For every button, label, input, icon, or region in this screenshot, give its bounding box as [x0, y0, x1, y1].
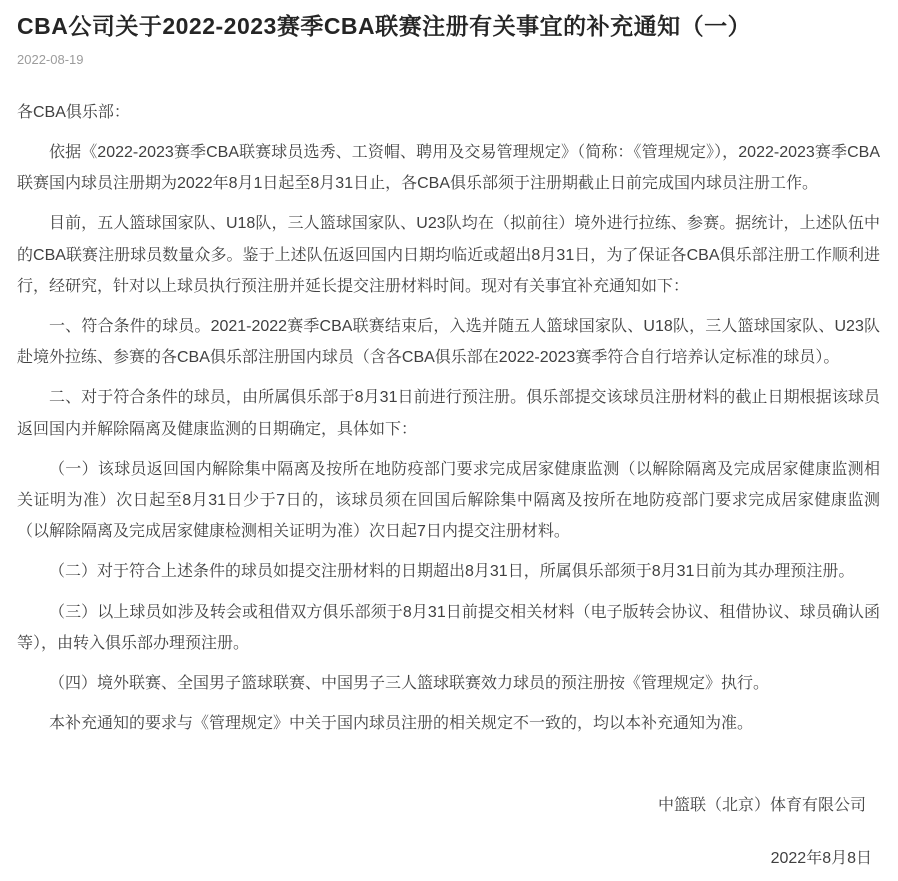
signature-date: 2022年8月8日	[770, 849, 872, 867]
notice-paragraph-item-2: 二、对于符合条件的球员，由所属俱乐部于8月31日前进行预注册。俱乐部提交该球员注册材料的截止日期根据该球员返回国内并解除隔离及健康监测的日期确定，具体如下：	[17, 389, 880, 438]
signature-company: 中篮联（北京）体育有限公司	[657, 797, 866, 815]
notice-paragraph-item-1: 一、符合条件的球员。2021-2022赛季CBA联赛结束后，入选并随五人篮球国家队、U18队，三人篮球国家队、U23队赴境外拉练、参赛的各CBA俱乐部注册国内球员（含各CBA俱乐部在2022-2023赛季符合自行培养认定标准的球员）。	[17, 318, 880, 367]
page-title: CBA公司关于2022-2023赛季CBA联赛注册有关事宜的补充通知（一）	[17, 13, 752, 39]
notice-paragraph-intro-regulation: 依据《2022-2023赛季CBA联赛球员选秀、工资帽、聘用及交易管理规定》（简称：《管理规定》），2022-2023赛季CBA联赛国内球员注册期为2022年8月1日起至8月31日止，各CBA俱乐部须于注册期截止日前完成国内球员注册工作。	[17, 144, 880, 193]
publish-date: 2022-08-19	[17, 51, 84, 67]
notice-paragraph-item-2-sub-1: （一）该球员返回国内解除集中隔离及按所在地防疫部门要求完成居家健康监测（以解除隔离及完成居家健康监测相关证明为准）次日起至8月31日少于7日的，该球员须在回国后解除集中隔离及按所在地防疫部门要求完成居家健康监测（以解除隔离及完成居家健康检测相关证明为准）次日起7日内提交注册材料。	[17, 460, 880, 541]
notice-paragraph-item-2-sub-4: （四）境外联赛、全国男子篮球联赛、中国男子三人篮球联赛效力球员的预注册按《管理规定》执行。	[49, 674, 770, 692]
notice-paragraph-background: 目前，五人篮球国家队、U18队，三人篮球国家队、U23队均在（拟前往）境外进行拉练、参赛。据统计，上述队伍中的CBA联赛注册球员数量众多。鉴于上述队伍返回国内日期均临近或超出8月31日，为了保证各CBA俱乐部注册工作顺利进行，经研究，针对以上球员执行预注册并延长提交注册材料时间。现对有关事宜补充通知如下：	[17, 215, 880, 295]
notice-paragraph-item-2-sub-2: （二）对于符合上述条件的球员如提交注册材料的日期超出8月31日，所属俱乐部须于8月31日前为其办理预注册。	[49, 563, 855, 581]
notice-paragraph-closing: 本补充通知的要求与《管理规定》中关于国内球员注册的相关规定不一致的，均以本补充通知为准。	[49, 715, 754, 733]
notice-paragraph-item-2-sub-3: （三）以上球员如涉及转会或租借双方俱乐部须于8月31日前提交相关材料（电子版转会协议、租借协议、球员确认函等），由转入俱乐部办理预注册。	[17, 603, 880, 652]
salutation: 各CBA俱乐部：	[17, 103, 130, 121]
